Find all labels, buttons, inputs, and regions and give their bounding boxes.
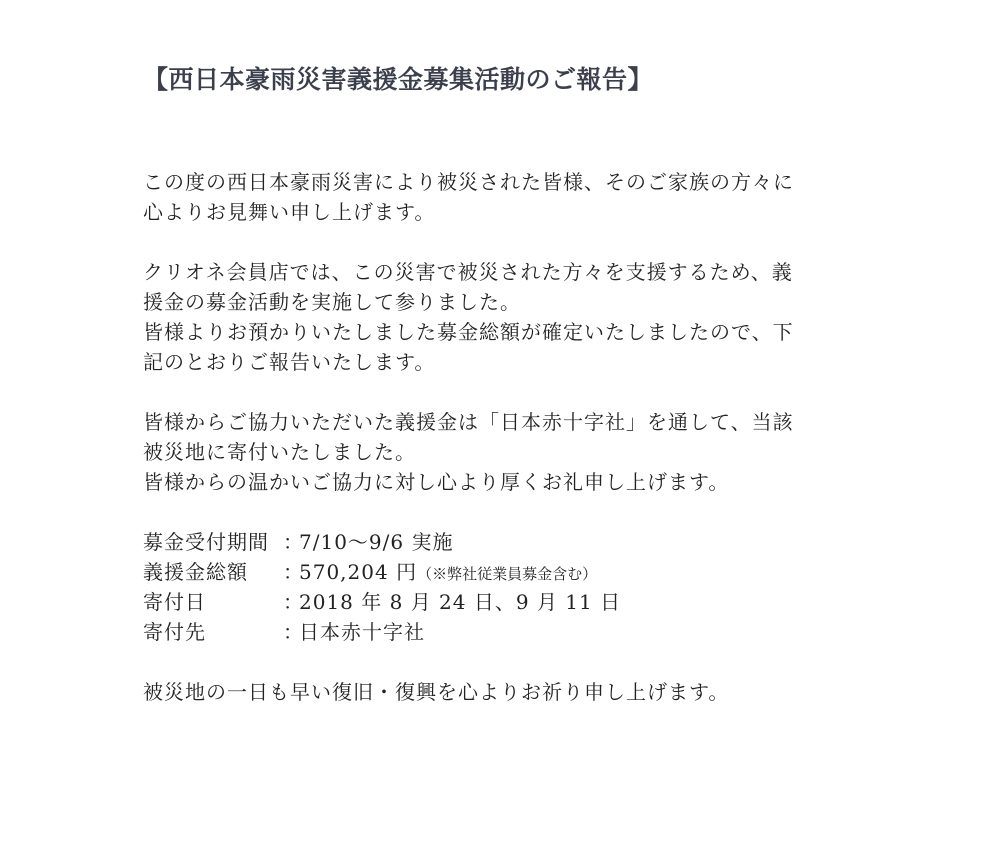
detail-separator: ： <box>283 560 304 584</box>
detail-value <box>299 557 597 587</box>
text-line: 援金の募金活動を実施して参りました。 <box>143 290 521 314</box>
detail-separator: ： <box>283 530 304 554</box>
text-line: クリオネ会員店では、この災害で被災された方々を支援するため、義 <box>143 260 793 284</box>
detail-value <box>299 587 621 617</box>
detail-value <box>299 527 453 557</box>
text-line: 皆様からの温かいご協力に対し心より厚くお礼申し上げます。 <box>143 470 730 494</box>
text-line: 被災地の一日も早い復旧・復興を心よりお祈り申し上げます。 <box>143 680 730 704</box>
text-line: 記のとおりご報告いたします。 <box>143 350 436 374</box>
detail-value-text: 日本赤十字社 <box>299 620 425 644</box>
text-line: この度の西日本豪雨災害により被災された皆様、そのご家族の方々に <box>143 170 794 194</box>
closing-paragraph <box>143 677 863 707</box>
text-line: 心よりお見舞い申し上げます。 <box>143 200 436 224</box>
donation-details <box>143 527 863 647</box>
text-line: 皆様よりお預かりいたしました募金総額が確定いたしましたので、下 <box>143 320 794 344</box>
page-title: 【西日本豪雨災害義援金募集活動のご報告】 <box>143 65 654 94</box>
detail-label: 寄付先 <box>143 620 206 644</box>
text-line: 皆様からご協力いただいた義援金は「日本赤十字社」を通して、当該 <box>143 410 794 434</box>
detail-note: （※弊社従業員募金含む） <box>417 565 598 583</box>
detail-value-text: 570,204 円 <box>299 560 418 584</box>
report-body <box>143 167 863 737</box>
detail-label: 義援金総額 <box>143 560 248 584</box>
detail-label: 募金受付期間 <box>143 530 269 554</box>
text-line: 被災地に寄付いたしました。 <box>143 440 416 464</box>
detail-row-period <box>143 527 863 557</box>
detail-value <box>299 617 425 647</box>
detail-row-recipient <box>143 617 863 647</box>
donation-paragraph <box>143 407 863 497</box>
sympathy-paragraph <box>143 167 863 227</box>
detail-row-total <box>143 557 863 587</box>
detail-value-text: 2018 年 8 月 24 日、9 月 11 日 <box>299 590 622 614</box>
detail-separator: ： <box>283 620 304 644</box>
detail-label: 寄付日 <box>143 590 206 614</box>
fundraising-paragraph <box>143 257 863 377</box>
detail-row-date <box>143 587 863 617</box>
detail-value-text: 7/10〜9/6 実施 <box>299 530 454 554</box>
detail-separator: ： <box>283 590 304 614</box>
